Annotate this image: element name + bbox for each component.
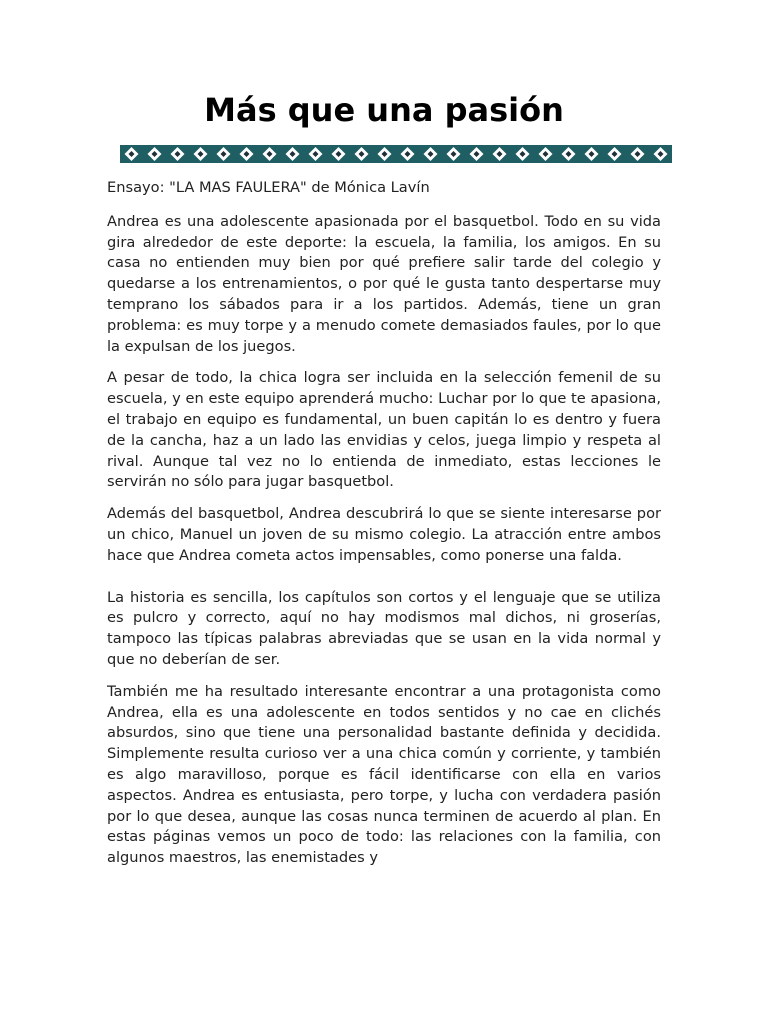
body-paragraph-3: Además del basquetbol, Andrea descubrirá lo que se siente interesarse por un chico, Manuel un joven de su mismo colegio. La atracción entre ambos hace que Andrea cometa actos impensables, como ponerse una falda. <box>107 505 661 564</box>
document-subtitle: Ensayo: "LA MAS FAULERA" de Mónica Lavín <box>107 179 430 196</box>
decorative-divider <box>120 145 672 163</box>
body-paragraph-5: También me ha resultado interesante encontrar a una protagonista como Andrea, ella es una adolescente en todos sentidos y no cae en clichés absurdos, sino que tiene una personalidad bastante definida y decidida. Simplemente resulta curioso ver a una chica común y corriente, y también es algo maravilloso, porque es fácil identificarse con ella en varios aspectos. Andrea es entusiasta, pero torpe, y lucha con verdadera pasión por lo que desea, aunque las cosas nunca terminen de acuerdo al plan. En estas páginas vemos un poco de todo: las relaciones con la familia, con algunos maestros, las enemistades y <box>107 682 661 867</box>
body-paragraph-1: Andrea es una adolescente apasionada por el basquetbol. Todo en su vida gira alrededor de este deporte: la escuela, la familia, los amigos. En su casa no entienden muy bien por qué prefiere salir tarde del colegio y quedarse a los entrenamientos, o por qué le gusta tanto despertarse muy temprano los sábados para ir a los partidos. Además, tiene un gran problema: es muy torpe y a menudo comete demasiados faules, por lo que la expulsan de los juegos. <box>107 212 661 355</box>
document-body <box>107 178 661 880</box>
body-paragraph-4: La historia es sencilla, los capítulos son cortos y el lenguaje que se utiliza es pulcro y correcto, aquí no hay modismos mal dichos, ni groserías, tampoco las típicas palabras abreviadas que se usan en la vida normal y que no deberían de ser. <box>107 588 661 668</box>
body-paragraph-2: A pesar de todo, la chica logra ser incluida en la selección femenil de su escuela, y en este equipo aprenderá mucho: Luchar por lo que te apasiona, el trabajo en equipo es fundamental, un buen capitán lo es dentro y fuera de la cancha, haz a un lado las envidias y celos, juega limpio y respeta al rival. Aunque tal vez no lo entienda de inmediato, estas lecciones le servirán no sólo para jugar basquetbol. <box>107 369 661 491</box>
document-title: Más que una pasión <box>204 91 564 129</box>
